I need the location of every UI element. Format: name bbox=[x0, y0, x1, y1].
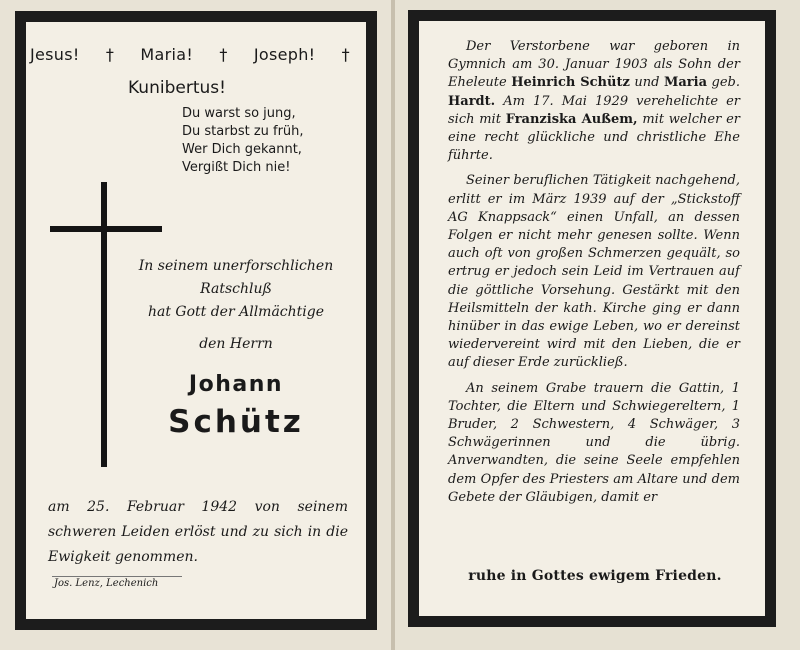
saint-name: Kunibertus! bbox=[128, 78, 226, 98]
bio-text: geb. bbox=[707, 75, 740, 91]
biography-paragraph-mourners: An seinem Grabe trauern die Gattin, 1 Tochter, die Eltern und Schwiegereltern, 1 Bruder, 2 Schwestern, 4 Schwäger, 3 Schwägerinnen und die übrig. Anverwandten, die seine Seele empfehlen dem Opfer des Priesters am Altare und dem Gebete der Gläubigen, damit er bbox=[448, 380, 740, 505]
deceased-first-name: Johann bbox=[188, 372, 284, 397]
invocation-line bbox=[30, 45, 350, 64]
mother-name: Maria bbox=[663, 75, 707, 91]
bio-text: Der Verstorbene war geboren in Gymnich am 30. Januar 1903 als Sohn der Eheleute bbox=[448, 39, 740, 91]
memorial-verse bbox=[182, 105, 342, 177]
verse-line: Wer Dich gekannt, bbox=[182, 142, 302, 157]
deceased-surname: Schütz bbox=[168, 404, 304, 440]
closing-line: ruhe in Gottes ewigem Frieden. bbox=[468, 568, 722, 584]
decree-line: hat Gott der Allmächtige bbox=[147, 304, 325, 320]
biography bbox=[448, 38, 740, 514]
invocation-maria: Maria! bbox=[140, 45, 194, 64]
bio-text: und bbox=[629, 75, 664, 91]
printer-divider bbox=[52, 576, 182, 577]
den-herrn: den Herrn bbox=[199, 336, 273, 352]
verse-line: Vergißt Dich nie! bbox=[182, 160, 291, 175]
death-statement: am 25. Februar 1942 von seinem schweren Leiden erlöst und zu sich in die Ewigkeit genommen. bbox=[48, 499, 348, 565]
verse-line: Du starbst zu früh, bbox=[182, 124, 304, 139]
decree-line: Ratschluß bbox=[200, 281, 272, 297]
bio-text: Am 17. Mai 1929 verehelichte er sich mit bbox=[448, 93, 740, 127]
verse-line: Du warst so jung, bbox=[182, 106, 296, 121]
invocation-joseph: Joseph! bbox=[253, 45, 316, 64]
decree-line: In seinem unerforschlichen bbox=[138, 258, 334, 274]
decree-text bbox=[120, 255, 352, 324]
cross-glyph-icon: † bbox=[341, 45, 350, 64]
printer-credit: Jos. Lenz, Lechenich bbox=[54, 578, 159, 589]
father-name: Heinrich Schütz bbox=[511, 75, 630, 91]
card-fold bbox=[391, 0, 395, 650]
mother-maiden-name: Hardt. bbox=[448, 93, 496, 109]
biography-paragraph-birth bbox=[448, 38, 740, 165]
cross-icon-bar bbox=[50, 226, 162, 232]
cross-icon bbox=[101, 182, 107, 467]
invocation-jesus: Jesus! bbox=[30, 45, 80, 64]
cross-glyph-icon: † bbox=[105, 45, 115, 64]
cross-glyph-icon: † bbox=[219, 45, 228, 64]
wife-name: Franziska Außem, bbox=[505, 111, 638, 127]
biography-paragraph-accident: Seiner beruflichen Tätigkeit nachgehend, erlitt er im März 1939 auf der „Stickstoff AG Knappsack“ einen Unfall, an dessen Folgen er nicht mehr genesen sollte. Wenn auch oft von großen Schmerzen gequält, so ertrug er jedoch sein Leid im Vertrauen auf die göttliche Vorsehung. Gestärkt mit den Heilsmitteln der kath. Kirche ging er dann hinüber in das ewige Leben, wo er dereinst wiedervereint wird mit den Lieben, die er auf dieser Erde zurückließ. bbox=[448, 173, 740, 371]
bio-text: mit welcher er eine recht glückliche und christliche Ehe führte. bbox=[448, 111, 740, 164]
